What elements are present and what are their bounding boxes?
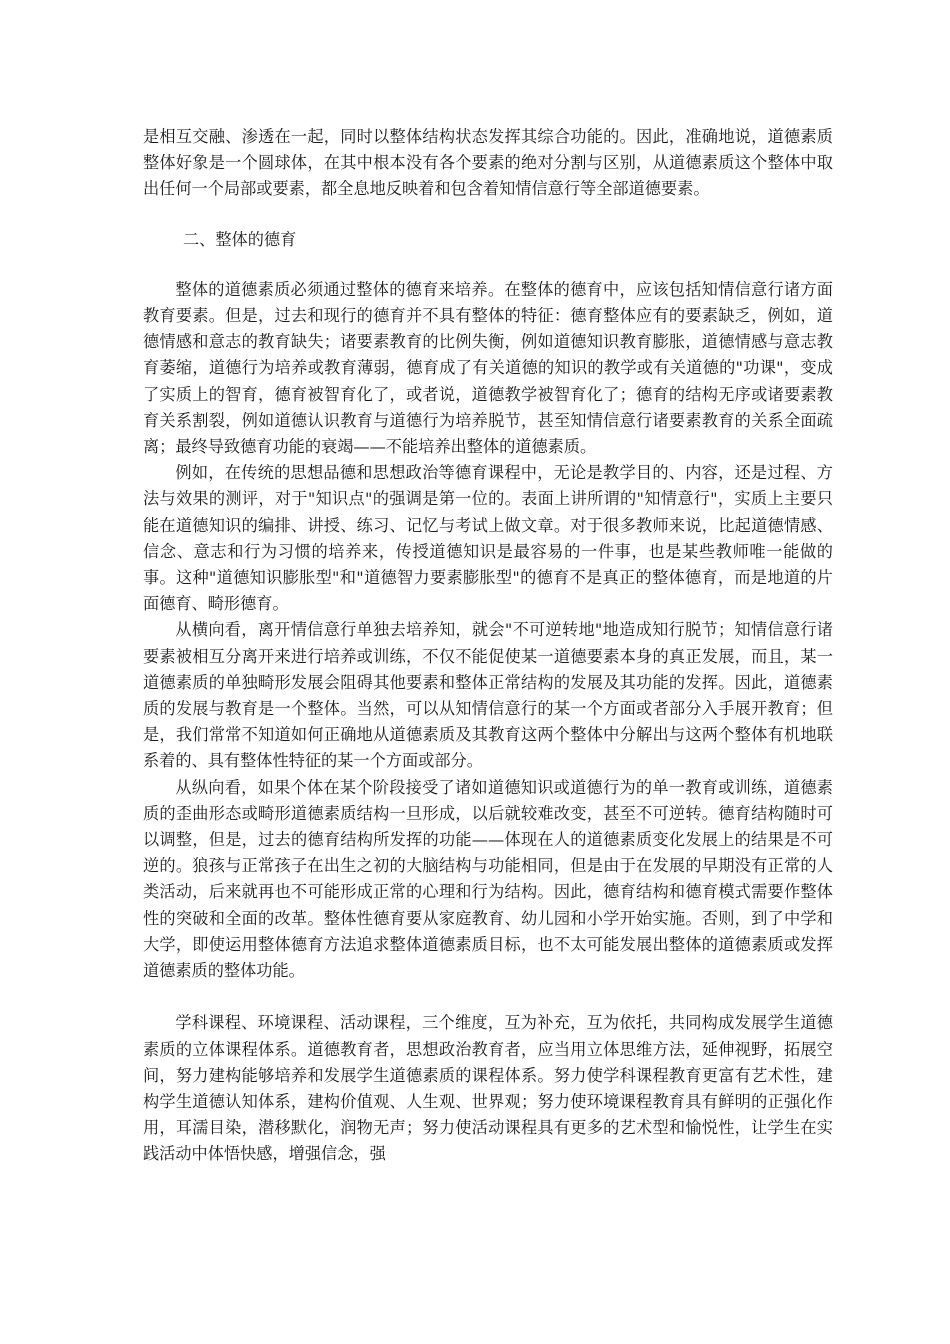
- paragraph: 学科课程、环境课程、活动课程，三个维度，互为补充，互为依托，共同构成发展学生道德素质的立体课程体系。道德教育者，思想政治教育者，应当用立体思维方法，延伸视野，拓展空间，努力建构能够培养和发展学生道德素质的课程体系。努力使学科课程教育更富有艺术性，建构学生道德认知体系，建构价值观、人生观、世界观；努力使环境课程教育具有鲜明的正强化作用，耳濡目染，潜移默化，润物无声；努力使活动课程具有更多的艺术型和愉悦性，让学生在实践活动中体悟快感，增强信念，强: [143, 1013, 833, 1164]
- paragraph: 从横向看，离开情信意行单独去培养知，就会"不可逆转地"地造成知行脱节；知情信意行诸要素被相互分离开来进行培养或训练，不仅不能促使某一道德要素本身的真正发展，而且，某一道德素质的单独畸形发展会阻碍其他要素和整体正常结构的发展及其功能的发挥。因此，道德素质的发展与教育是一个整体。当然，可以从知情信意行的某一个方面或者部分入手展开教育；但是，我们常常不知道如何正确地从道德素质及其教育这两个整体中分解出与这两个整体有机地联系着的、具有整体性特征的某一个方面或部分。: [143, 620, 833, 771]
- paragraph: 从纵向看，如果个体在某个阶段接受了诸如道德知识或道德行为的单一教育或训练，道德素质的歪曲形态或畸形道德素质结构一旦形成，以后就较难改变，甚至不可逆转。德育结构随时可以调整，但是，过去的德育结构所发挥的功能——体现在人的道德素质变化发展上的结果是不可逆的。狼孩与正常孩子在出生之初的大脑结构与功能相同，但是由于在发展的早期没有正常的人类活动，后来就再也不可能形成正常的心理和行为结构。因此，德育结构和德育模式需要作整体性的突破和全面的改革。整体性德育要从家庭教育、幼儿园和小学开始实施。否则，到了中学和大学，即使运用整体德育方法追求整体道德素质目标，也不太可能发展出整体的道德素质或发挥道德素质的整体功能。: [143, 777, 833, 981]
- paragraph: 整体的道德素质必须通过整体的德育来培养。在整体的德育中，应该包括知情信意行诸方面教育要素。但是，过去和现行的德育并不具有整体的特征：德育整体应有的要素缺乏，例如，道德情感和意志的教育缺失；诸要素教育的比例失衡，例如道德知识教育膨胀，道德情感与意志教育萎缩，道德行为培养或教育薄弱，德育成了有关道德的知识的教学或有关道德的"功课"，变成了实质上的智育，德育被智育化了，或者说，道德教学被智育化了；德育的结构无序或诸要素教育关系割裂，例如道德认识教育与道德行为培养脱节，甚至知情信意行诸要素教育的关系全面疏离；最终导致德育功能的衰竭——不能培养出整体的道德素质。: [143, 279, 833, 457]
- document-body: [143, 124, 833, 1168]
- section-heading: 二、整体的德育: [183, 229, 297, 249]
- paragraph: 例如，在传统的思想品德和思想政治等德育课程中，无论是教学目的、内容，还是过程、方法与效果的测评，对于"知识点"的强调是第一位的。表面上讲所谓的"知情意行"，实质上主要只能在道德知识的编排、讲授、练习、记忆与考试上做文章。对于很多教师来说，比起道德情感、信念、意志和行为习惯的培养来，传授道德知识是最容易的一件事，也是某些教师唯一能做的事。这种"道德知识膨胀型"和"道德智力要素膨胀型"的德育不是真正的整体德育，而是地道的片面德育、畸形德育。: [143, 463, 833, 614]
- paragraph-continuation: 是相互交融、渗透在一起，同时以整体结构状态发挥其综合功能的。因此，准确地说，道德素质整体好象是一个圆球体，在其中根本没有各个要素的绝对分割与区别，从道德素质这个整体中取出任何一个局部或要素，都全息地反映着和包含着知情信意行等全部道德要素。: [143, 127, 833, 199]
